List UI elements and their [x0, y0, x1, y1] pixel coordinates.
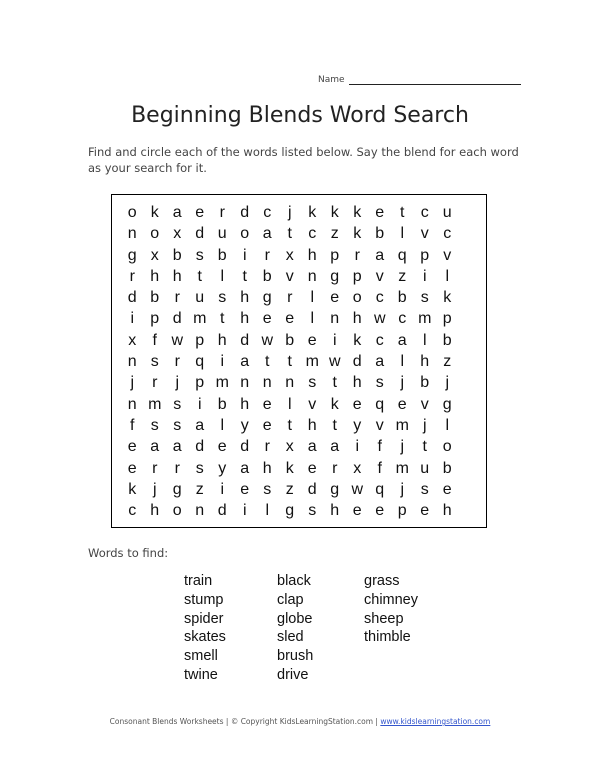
grid-letter: a: [195, 416, 205, 434]
word-item: sled: [277, 629, 304, 646]
grid-letter: z: [330, 225, 339, 243]
grid-letter: q: [375, 480, 385, 498]
word-item: brush: [277, 648, 314, 665]
grid-letter: d: [240, 438, 250, 456]
grid-letter: z: [398, 267, 407, 285]
grid-letter: i: [220, 480, 225, 498]
grid-letter: m: [305, 353, 319, 371]
grid-letter: b: [150, 289, 160, 307]
grid-letter: p: [330, 246, 340, 264]
grid-letter: a: [240, 459, 250, 477]
word-item: train: [184, 573, 213, 589]
grid-letter: h: [442, 502, 452, 520]
grid-letter: e: [307, 459, 317, 477]
grid-letter: t: [287, 225, 292, 243]
word-column-3: [364, 572, 418, 685]
grid-letter: r: [264, 438, 270, 456]
grid-letter: g: [442, 395, 452, 413]
grid-letter: k: [443, 289, 452, 307]
grid-letter: r: [152, 459, 158, 477]
grid-letter: e: [420, 502, 430, 520]
grid-letter: t: [287, 353, 292, 371]
grid-letter: f: [130, 416, 135, 434]
grid-letter: z: [195, 480, 204, 498]
grid-letter: n: [195, 502, 205, 520]
grid-letter: d: [240, 331, 250, 349]
grid-letter: m: [215, 374, 229, 392]
grid-letter: v: [308, 395, 317, 413]
grid-letter: s: [420, 289, 429, 307]
grid-letter: l: [400, 225, 405, 243]
grid-letter: a: [172, 204, 182, 221]
grid-letter: g: [172, 480, 182, 498]
grid-letter: e: [375, 204, 385, 221]
grid-letter: e: [195, 204, 205, 221]
grid-letter: h: [240, 289, 250, 307]
grid-letter: l: [220, 267, 225, 285]
grid-letter: d: [195, 225, 205, 243]
grid-letter: i: [220, 353, 225, 371]
grid-letter: i: [197, 395, 202, 413]
grid-letter: r: [152, 374, 158, 392]
instructions: Find and circle each of the words listed below. Say the blend for each word as your search for it.: [88, 145, 519, 175]
grid-letter: c: [128, 502, 137, 520]
grid-letter: h: [307, 416, 317, 434]
grid-letter: l: [310, 310, 315, 328]
grid-letter: e: [127, 459, 137, 477]
grid-letter: l: [445, 267, 450, 285]
grid-letter: t: [220, 310, 225, 328]
grid-letter: p: [195, 374, 205, 392]
grid-letter: a: [307, 438, 317, 456]
grid-letter: a: [150, 438, 160, 456]
grid-letter: g: [330, 480, 340, 498]
grid-letter: n: [330, 310, 340, 328]
grid-letter: r: [287, 289, 293, 307]
grid-letter: h: [150, 502, 160, 520]
grid-letter: r: [174, 353, 180, 371]
grid-letter: d: [240, 204, 250, 221]
grid-letter: l: [287, 395, 292, 413]
grid-letter: s: [173, 416, 182, 434]
grid-letter: f: [377, 438, 382, 456]
grid-letter: n: [127, 225, 137, 243]
grid-letter: d: [172, 310, 182, 328]
grid-letter: j: [287, 204, 292, 221]
grid-letter: h: [352, 374, 362, 392]
grid-letter: n: [262, 374, 272, 392]
grid-letter: b: [285, 331, 295, 349]
grid-letter: h: [262, 459, 272, 477]
grid-letter: h: [150, 267, 160, 285]
grid-letter: n: [307, 267, 317, 285]
grid-letter: o: [240, 225, 250, 243]
grid-letter: p: [352, 267, 362, 285]
grid-letter: d: [217, 502, 227, 520]
grid-letter: h: [172, 267, 182, 285]
grid-letter: j: [445, 374, 450, 392]
grid-letter: c: [443, 225, 452, 243]
grid-letter: n: [127, 353, 137, 371]
grid-letter: p: [195, 331, 205, 349]
grid-letter: c: [375, 331, 384, 349]
grid-letter: w: [171, 331, 184, 349]
grid-letter: k: [285, 459, 294, 477]
grid-letter: k: [353, 204, 362, 221]
grid-letter: o: [127, 204, 137, 221]
grid-letter: e: [127, 438, 137, 456]
grid-letter: m: [418, 310, 432, 328]
grid-letter: r: [174, 289, 180, 307]
grid-letter: c: [375, 289, 384, 307]
word-item: clap: [277, 591, 304, 608]
grid-letter: p: [150, 310, 160, 328]
grid-letter: w: [261, 331, 274, 349]
grid-letter: l: [310, 289, 315, 307]
grid-letter: k: [150, 204, 159, 221]
grid-letter: x: [128, 331, 137, 349]
grid-letter: v: [375, 267, 384, 285]
grid-letter: l: [265, 502, 270, 520]
grid-letter: d: [352, 353, 362, 371]
grid-letter: s: [308, 502, 317, 520]
grid-letter: c: [398, 310, 407, 328]
grid-letter: e: [285, 310, 295, 328]
grid-letter: e: [217, 438, 227, 456]
grid-letter: i: [332, 331, 337, 349]
name-label: Name: [318, 75, 345, 85]
grid-letter: j: [175, 374, 180, 392]
grid-letter: r: [174, 459, 180, 477]
grid-letter: j: [152, 480, 157, 498]
word-item: drive: [277, 666, 309, 683]
grid-letter: q: [397, 246, 407, 264]
grid-letter: i: [242, 502, 247, 520]
grid-letter: a: [397, 331, 407, 349]
grid-letter: a: [262, 225, 272, 243]
word-item: spider: [184, 610, 224, 627]
grid-letter: h: [217, 331, 227, 349]
footer: [0, 717, 600, 726]
grid-letter: g: [262, 289, 272, 307]
grid-letter: r: [129, 267, 135, 285]
grid-letter: y: [353, 416, 362, 434]
grid-letter: b: [397, 289, 407, 307]
grid-letter: h: [240, 310, 250, 328]
grid-letter: l: [220, 416, 225, 434]
word-item: twine: [184, 666, 218, 683]
grid-letter: t: [400, 204, 405, 221]
grid-letter: d: [307, 480, 317, 498]
word-column-1: [184, 572, 277, 685]
footer-link[interactable]: www.kidslearningstation.com: [380, 717, 491, 726]
grid-letter: c: [420, 204, 429, 221]
words-to-find-label: Words to find:: [88, 546, 169, 560]
grid-letter: m: [395, 459, 409, 477]
grid-letter: b: [217, 395, 227, 413]
grid-letter: p: [397, 502, 407, 520]
grid-letter: e: [352, 395, 362, 413]
word-item: skates: [184, 629, 226, 646]
grid-letter: a: [172, 438, 182, 456]
grid-letter: r: [354, 246, 360, 264]
grid-letter: n: [285, 374, 295, 392]
grid-letter: k: [308, 204, 317, 221]
grid-letter: o: [172, 502, 182, 520]
grid-letter: e: [375, 502, 385, 520]
grid-letter: e: [262, 416, 272, 434]
grid-letter: v: [375, 416, 384, 434]
grid-letter: a: [330, 438, 340, 456]
grid-letter: x: [285, 438, 294, 456]
grid-letter: b: [217, 246, 227, 264]
grid-letter: k: [330, 204, 339, 221]
grid-letter: e: [262, 395, 272, 413]
grid-letter: k: [353, 225, 362, 243]
grid-letter: x: [150, 246, 159, 264]
grid-letter: i: [242, 246, 247, 264]
grid-letter: o: [352, 289, 362, 307]
grid-letter: k: [330, 395, 339, 413]
name-blank-line: [349, 74, 521, 85]
word-item: black: [277, 573, 311, 589]
grid-letter: s: [218, 289, 227, 307]
grid-letter: e: [330, 289, 340, 307]
grid-letter: d: [127, 289, 137, 307]
grid-letter: n: [127, 395, 137, 413]
grid-letter: c: [263, 204, 272, 221]
grid-letter: x: [285, 246, 294, 264]
grid-letter: h: [330, 502, 340, 520]
grid-letter: f: [377, 459, 382, 477]
word-list: [184, 572, 418, 685]
grid-letter: e: [307, 331, 317, 349]
grid-letter: r: [264, 246, 270, 264]
grid-letter: h: [420, 353, 430, 371]
grid-letter: j: [400, 438, 405, 456]
letter-grid: [121, 202, 459, 521]
grid-letter: z: [285, 480, 294, 498]
grid-letter: j: [400, 374, 405, 392]
grid-letter: s: [150, 353, 159, 371]
grid-letter: p: [420, 246, 430, 264]
grid-letter: b: [172, 246, 182, 264]
grid-letter: a: [375, 353, 385, 371]
grid-letter: b: [442, 331, 452, 349]
grid-letter: j: [422, 416, 427, 434]
grid-letter: s: [195, 459, 204, 477]
grid-letter: g: [285, 502, 295, 520]
grid-letter: w: [351, 480, 364, 498]
grid-letter: e: [397, 395, 407, 413]
word-item: stump: [184, 591, 224, 608]
word-search-grid: [111, 194, 487, 528]
grid-letter: b: [375, 225, 385, 243]
grid-letter: s: [420, 480, 429, 498]
grid-letter: w: [328, 353, 341, 371]
grid-letter: k: [128, 480, 137, 498]
name-field: [318, 74, 521, 85]
grid-letter: s: [308, 374, 317, 392]
grid-letter: f: [152, 331, 157, 349]
grid-letter: t: [287, 416, 292, 434]
grid-letter: g: [127, 246, 137, 264]
grid-letter: j: [130, 374, 135, 392]
grid-letter: p: [442, 310, 452, 328]
grid-letter: a: [240, 353, 250, 371]
grid-letter: b: [442, 459, 452, 477]
grid-letter: l: [400, 353, 405, 371]
grid-letter: o: [150, 225, 160, 243]
grid-letter: v: [285, 267, 294, 285]
grid-letter: x: [353, 459, 362, 477]
grid-letter: l: [422, 331, 427, 349]
grid-letter: e: [352, 502, 362, 520]
grid-letter: i: [355, 438, 360, 456]
grid-letter: x: [173, 225, 182, 243]
grid-letter: h: [307, 246, 317, 264]
grid-letter: t: [422, 438, 427, 456]
grid-letter: s: [150, 416, 159, 434]
grid-letter: i: [130, 310, 135, 328]
grid-letter: h: [352, 310, 362, 328]
grid-letter: t: [332, 416, 337, 434]
grid-letter: o: [442, 438, 452, 456]
grid-letter: e: [442, 480, 452, 498]
word-column-2: [277, 572, 364, 685]
grid-letter: s: [173, 395, 182, 413]
grid-letter: t: [242, 267, 247, 285]
grid-letter: z: [443, 353, 452, 371]
grid-letter: r: [219, 204, 225, 221]
grid-letter: u: [217, 225, 227, 243]
page-title: Beginning Blends Word Search: [131, 103, 469, 128]
grid-letter: u: [442, 204, 452, 221]
grid-letter: m: [148, 395, 162, 413]
grid-letter: k: [353, 331, 362, 349]
grid-letter: m: [395, 416, 409, 434]
grid-letter: w: [373, 310, 386, 328]
grid-letter: u: [195, 289, 205, 307]
grid-letter: b: [262, 267, 272, 285]
grid-letter: e: [240, 480, 250, 498]
grid-letter: t: [197, 267, 202, 285]
grid-letter: v: [420, 395, 429, 413]
grid-letter: n: [240, 374, 250, 392]
word-item: chimney: [364, 591, 418, 608]
grid-letter: y: [240, 416, 249, 434]
grid-letter: d: [195, 438, 205, 456]
word-item: thimble: [364, 629, 411, 646]
word-item: grass: [364, 573, 400, 589]
grid-letter: u: [420, 459, 430, 477]
grid-letter: a: [375, 246, 385, 264]
grid-letter: q: [195, 353, 205, 371]
grid-letter: q: [375, 395, 385, 413]
grid-letter: g: [330, 267, 340, 285]
grid-letter: h: [240, 395, 250, 413]
word-item: smell: [184, 648, 218, 665]
word-item: globe: [277, 610, 313, 627]
grid-letter: s: [263, 480, 272, 498]
grid-letter: v: [420, 225, 429, 243]
grid-letter: j: [400, 480, 405, 498]
grid-letter: b: [420, 374, 430, 392]
grid-letter: t: [265, 353, 270, 371]
grid-letter: t: [332, 374, 337, 392]
footer-copyright: Consonant Blends Worksheets | © Copyright KidsLearningStation.com |: [109, 717, 381, 726]
grid-letter: s: [195, 246, 204, 264]
grid-letter: v: [443, 246, 452, 264]
grid-letter: m: [193, 310, 207, 328]
grid-letter: s: [375, 374, 384, 392]
grid-letter: y: [218, 459, 227, 477]
grid-letter: l: [445, 416, 450, 434]
word-item: sheep: [364, 610, 404, 627]
grid-letter: r: [332, 459, 338, 477]
grid-letter: i: [422, 267, 427, 285]
grid-letter: c: [308, 225, 317, 243]
grid-letter: e: [262, 310, 272, 328]
